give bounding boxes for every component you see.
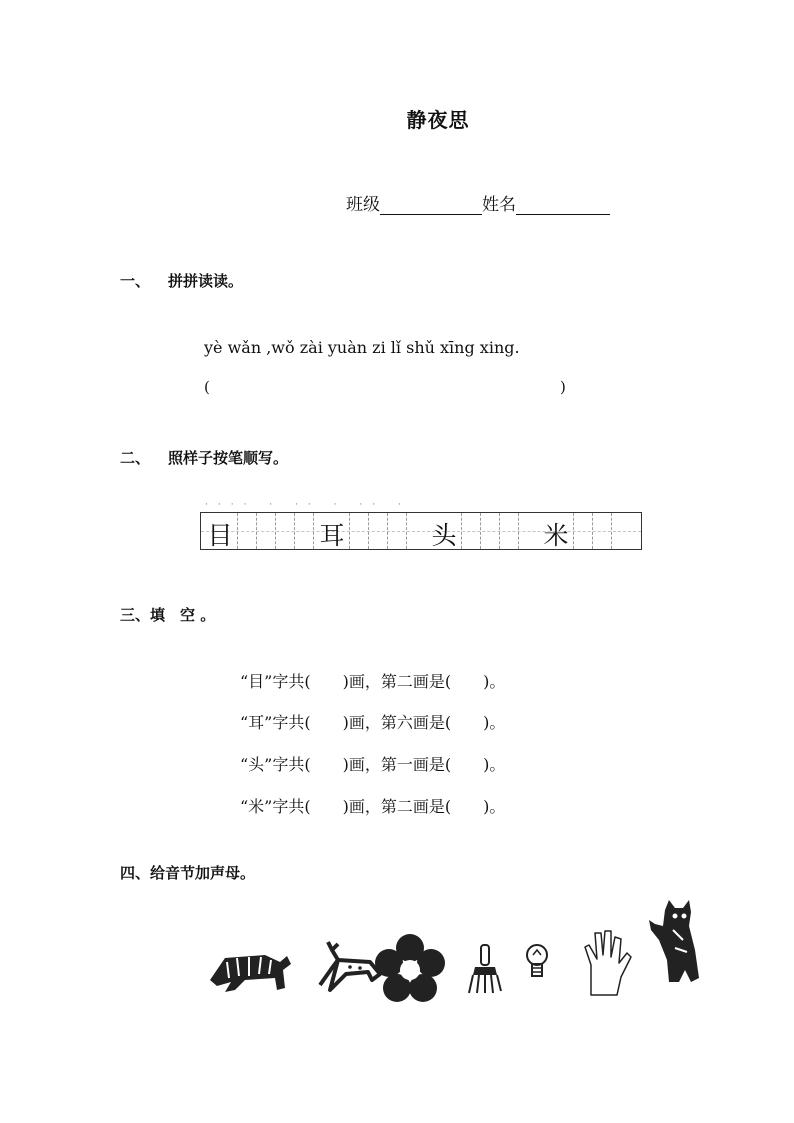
pinyin-line: yè wǎn ,wǒ zài yuàn zi lǐ shǔ xīng xing.	[204, 338, 520, 357]
fill-line: “米”字共( )画，第二画是( )。	[240, 797, 506, 816]
cat-icon	[649, 900, 699, 982]
grid-line	[237, 513, 238, 549]
grid-char: 目	[207, 521, 233, 550]
grid-line	[480, 513, 481, 549]
grid-char: 米	[543, 521, 569, 550]
class-label: 班级	[346, 195, 380, 215]
section-number: 四、	[120, 864, 151, 882]
hand-icon	[585, 931, 631, 995]
grid-line	[518, 513, 519, 549]
grid-line	[275, 513, 276, 549]
class-blank[interactable]	[380, 196, 482, 215]
answer-paren-open: (	[204, 378, 210, 396]
page-title: 静夜思	[406, 108, 470, 132]
grid-line	[387, 513, 388, 549]
student-info-line	[346, 190, 610, 215]
deer-icon	[320, 942, 380, 990]
section-label: 填 空 。	[150, 606, 216, 624]
scan-artifact: ···· · ·· · ·· ·	[205, 500, 411, 510]
grid-midline	[201, 531, 641, 532]
grid-line	[461, 513, 462, 549]
answer-paren-close: )	[560, 378, 566, 396]
grid-line	[294, 513, 295, 549]
grid-char: 头	[431, 521, 457, 550]
section-1-heading	[120, 270, 243, 291]
section-3-heading	[120, 604, 215, 625]
grid-line	[406, 513, 407, 549]
grid-line	[313, 513, 314, 549]
picture-row	[205, 895, 705, 1005]
brush-icon	[469, 945, 501, 993]
fill-line: “耳”字共( )画，第六画是( )。	[240, 713, 506, 732]
stroke-order-grid	[200, 512, 642, 550]
grid-line	[349, 513, 350, 549]
section-number: 三、	[120, 606, 151, 624]
section-2-heading	[120, 447, 288, 468]
grid-line	[611, 513, 612, 549]
name-blank[interactable]	[516, 196, 610, 215]
section-label: 照样子按笔顺写。	[168, 449, 289, 467]
name-label: 姓名	[482, 195, 516, 215]
section-number: 一、	[120, 272, 151, 290]
section-label: 给音节加声母。	[150, 864, 256, 882]
tiger-icon	[210, 955, 291, 992]
grid-char: 耳	[319, 521, 345, 550]
flower-icon	[375, 934, 445, 1002]
grid-line	[256, 513, 257, 549]
fill-line: “头”字共( )画，第一画是( )。	[240, 755, 506, 774]
grid-line	[368, 513, 369, 549]
section-label: 拼拼读读。	[168, 272, 244, 290]
grid-line	[573, 513, 574, 549]
grid-line	[592, 513, 593, 549]
section-number: 二、	[120, 449, 151, 467]
fill-line: “目”字共( )画，第二画是( )。	[240, 672, 506, 691]
section-4-heading	[120, 862, 255, 883]
grid-line	[499, 513, 500, 549]
lightbulb-icon	[527, 945, 547, 976]
